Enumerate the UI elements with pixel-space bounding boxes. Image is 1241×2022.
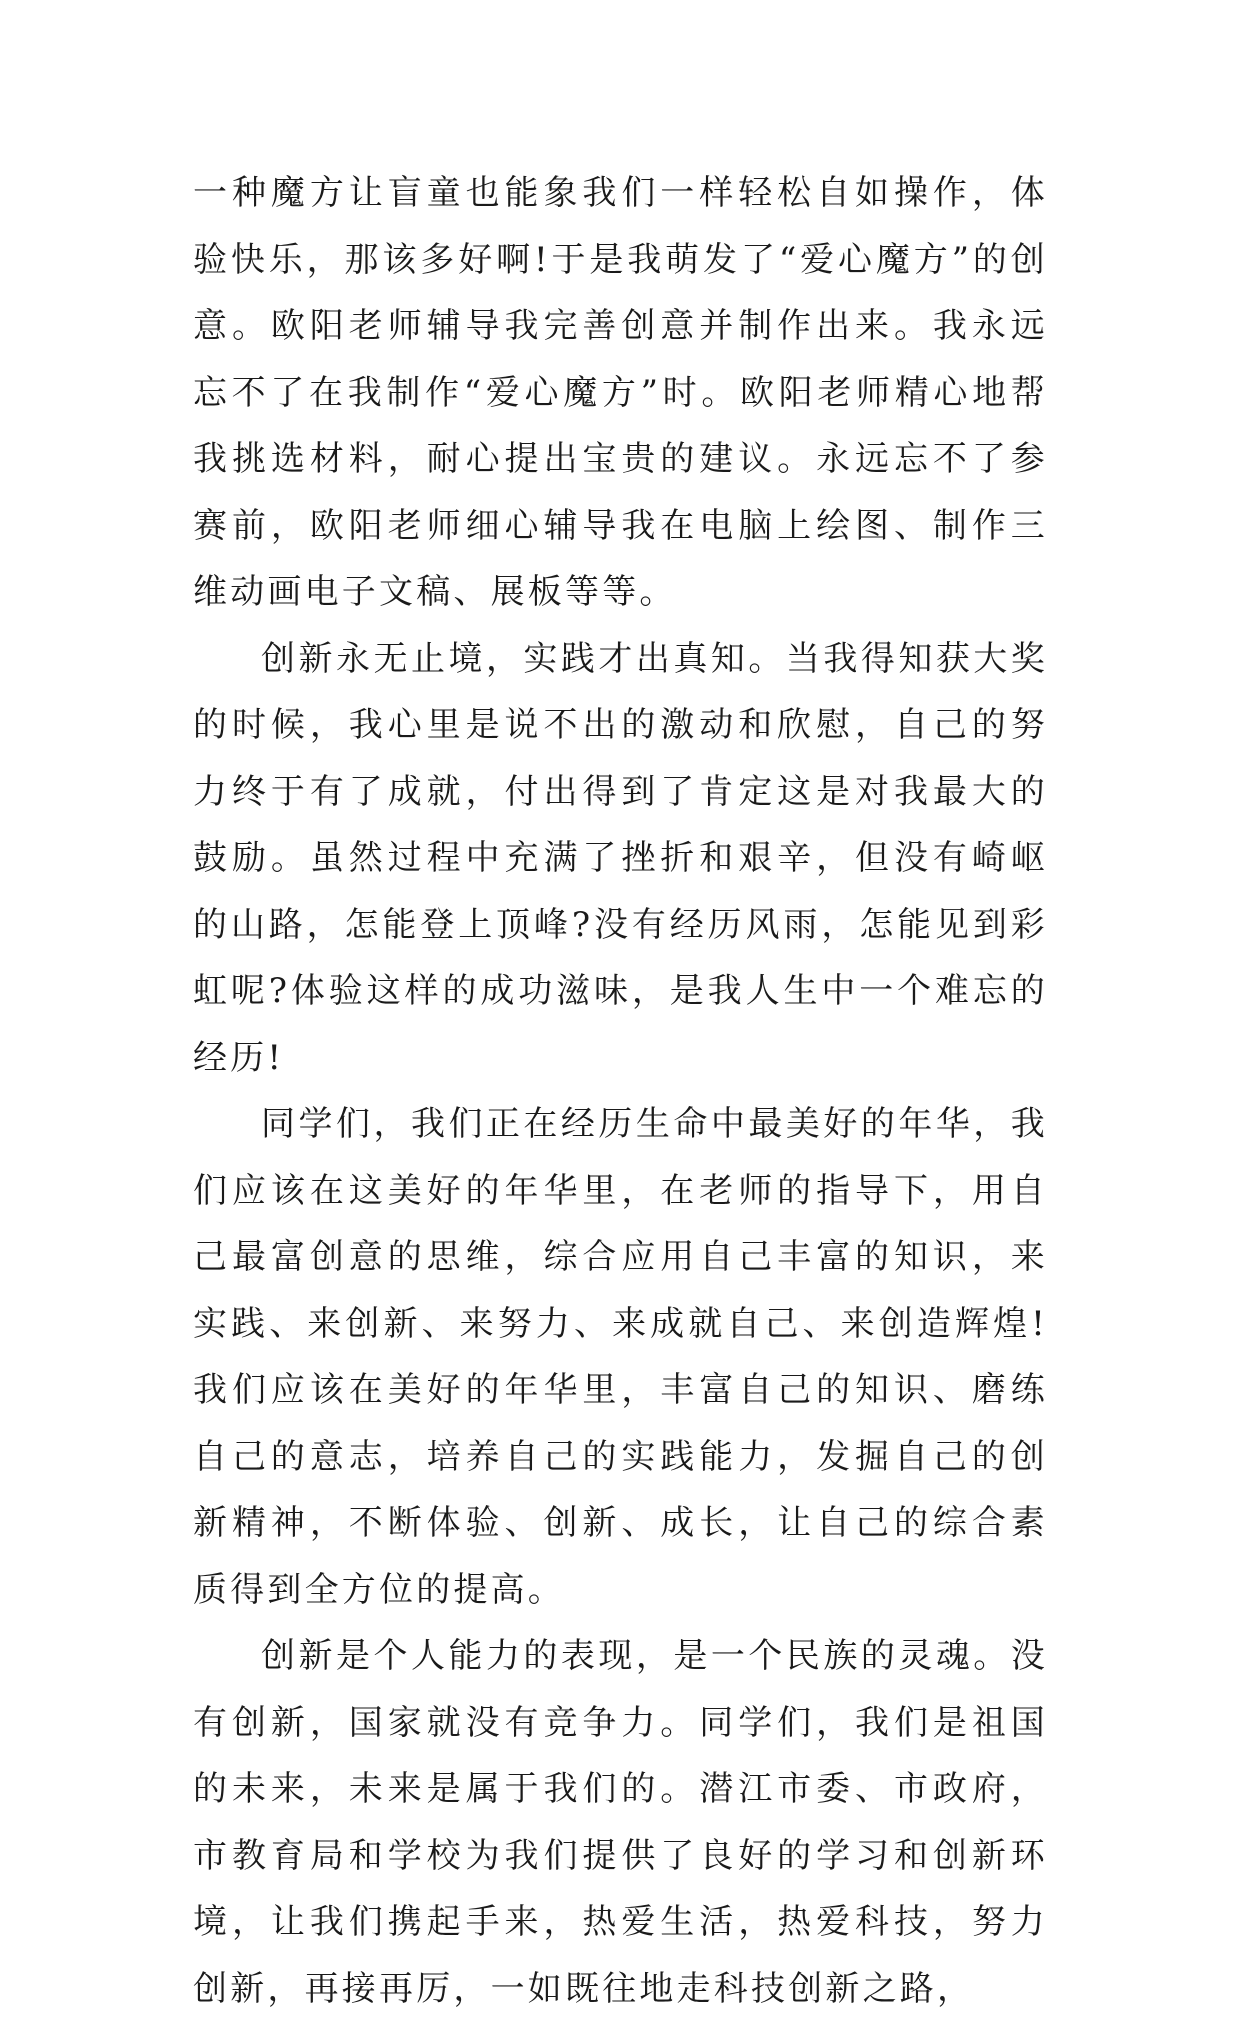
paragraph-3: 同学们，我们正在经历生命中最美好的年华，我们应该在这美好的年华里，在老师的指导下，用自己最富创意的思维，综合应用自己丰富的知识，来实践、来创新、来努力、来成就自己、来创造辉煌!我们应该在美好的年华里，丰富自己的知识、磨练自己的意志，培养自己的实践能力，发掘自己的创新精神，不断体验、创新、成长，让自己的综合素质得到全方位的提高。 xyxy=(193,1104,1048,1610)
paragraph-1: 一种魔方让盲童也能象我们一样轻松自如操作，体验快乐，那该多好啊!于是我萌发了“爱心魔方”的创意。欧阳老师辅导我完善创意并制作出来。我永远忘不了在我制作“爱心魔方”时。欧阳老师精心地帮我挑选材料，耐心提出宝贵的建议。永远忘不了参赛前，欧阳老师细心辅导我在电脑上绘图、制作三维动画电子文稿、展板等等。 xyxy=(193,173,1048,612)
paragraph-2: 创新永无止境，实践才出真知。当我得知获大奖的时候，我心里是说不出的激动和欣慰，自己的努力终于有了成就，付出得到了肯定这是对我最大的鼓励。虽然过程中充满了挫折和艰辛，但没有崎岖的山路，怎能登上顶峰?没有经历风雨，怎能见到彩虹呢?体验这样的成功滋味，是我人生中一个难忘的经历! xyxy=(193,638,1048,1078)
document-body xyxy=(193,160,1048,2022)
paragraph-4: 创新是个人能力的表现，是一个民族的灵魂。没有创新，国家就没有竞争力。同学们，我们是祖国的未来，未来是属于我们的。潜江市委、市政府，市教育局和学校为我们提供了良好的学习和创新环境，让我们携起手来，热爱生活，热爱科技，努力创新，再接再厉，一如既往地走科技创新之路， xyxy=(193,1636,1048,2009)
